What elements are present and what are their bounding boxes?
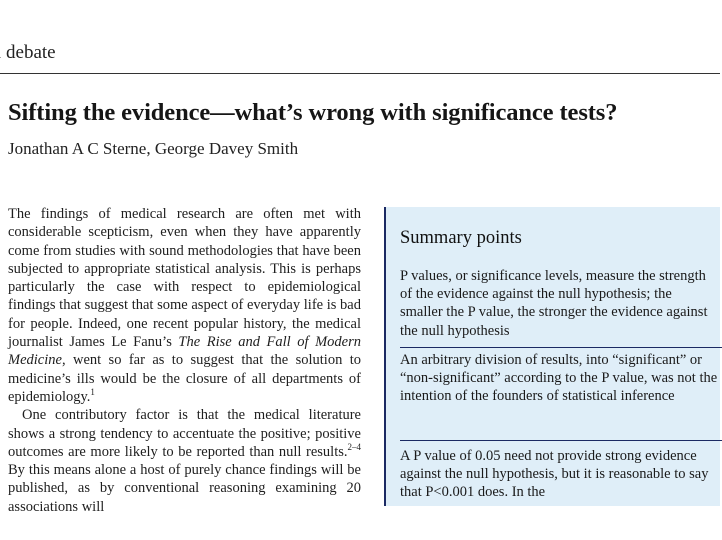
summary-point: P values, or significance levels, measure the strength of the evidence against the null hypothesis; the smaller the P value, the stronger the evidence against the null hypothesis bbox=[400, 268, 708, 339]
body-paragraph bbox=[8, 205, 361, 406]
body-text: One contributory factor is that the medical literature shows a strong tendency to accentuate the positive; positive outcomes are more likely to be reported than null results. bbox=[8, 407, 361, 460]
article-title: Sifting the evidence—what’s wrong with significance tests? bbox=[8, 99, 618, 126]
summary-point: A P value of 0.05 need not provide strong evidence against the null hypothesis, but it is reasonable to say that P<0.001 does. In the bbox=[400, 448, 709, 501]
body-paragraph bbox=[8, 406, 361, 516]
summary-divider bbox=[400, 440, 722, 441]
header-rule bbox=[0, 73, 720, 74]
section-label-text: debate bbox=[1, 42, 56, 63]
reference-marker: 1 bbox=[90, 387, 95, 398]
section-label bbox=[0, 42, 56, 64]
body-text: The findings of medical research are often met with considerable scepticism, even when they have apparently come from studies with sound methodologies that have been subjected to appropriate statistical analysis. This is perhaps particularly the case with respect to epidemiological findings that suggest that some aspect of everyday life is bad for people. Indeed, one recent popular history, the medical journalist James Le Fanu’s bbox=[8, 206, 361, 351]
summary-divider bbox=[400, 347, 722, 348]
body-text: , went so far as to suggest that the solution to medicine’s ills would be the closure of all departments of epidemiology. bbox=[8, 352, 361, 405]
reference-marker: 2–4 bbox=[347, 442, 361, 453]
article-body bbox=[8, 205, 361, 515]
book-title: The Rise and Fall of Modern Medicine bbox=[8, 334, 361, 369]
summary-point: An arbitrary division of results, into “significant” or “non-significant” according to the P value, was not the intention of the founders of statistical inference bbox=[400, 352, 718, 405]
summary-heading: Summary points bbox=[400, 228, 522, 248]
body-text: By this means alone a host of purely chance findings will be published, as by conventional reasoning examining 20 associations will bbox=[8, 462, 361, 515]
article-authors: Jonathan A C Sterne, George Davey Smith bbox=[8, 139, 299, 158]
summary-box bbox=[384, 207, 720, 506]
